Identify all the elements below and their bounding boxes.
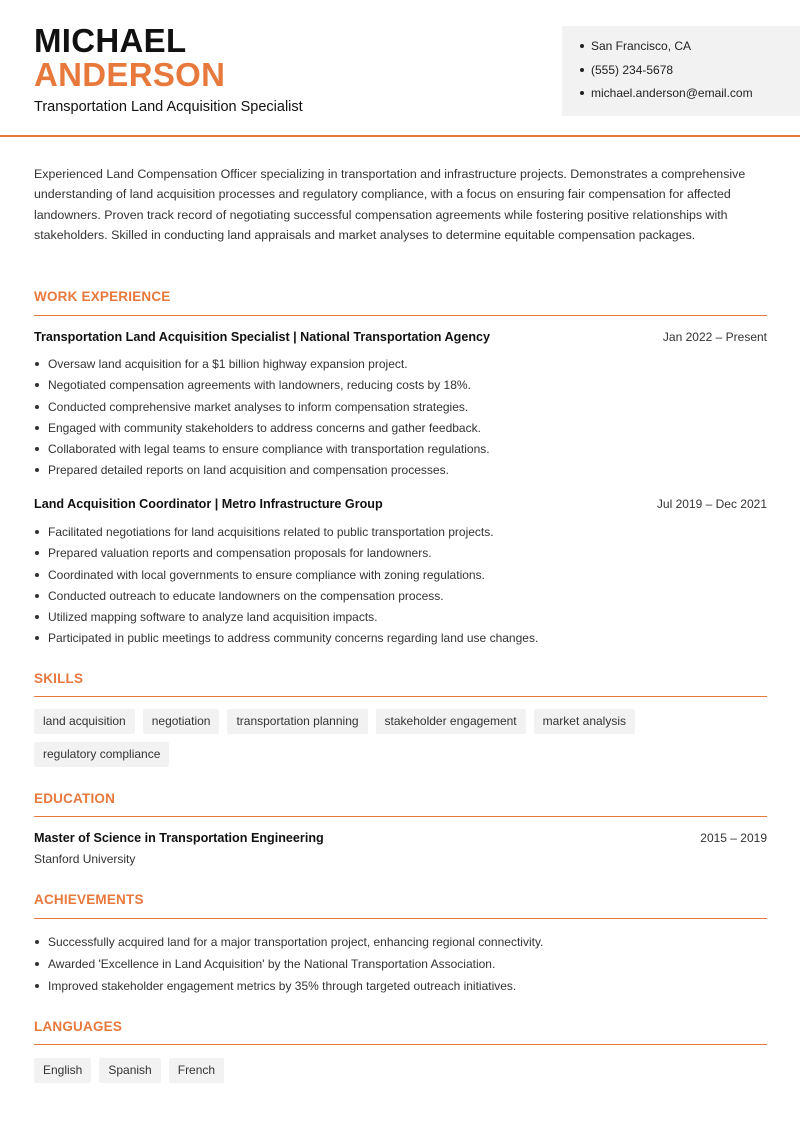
achievement-bullets	[34, 934, 543, 1000]
skill-tag: stakeholder engagement	[376, 709, 526, 734]
skill-tag: land acquisition	[34, 709, 135, 734]
job-entry-header	[34, 330, 767, 344]
section-divider	[34, 315, 767, 316]
last-name: ANDERSON	[34, 56, 226, 93]
bullet-icon	[35, 551, 39, 555]
list-item: Conducted comprehensive market analyses to inform compensation strategies.	[34, 399, 490, 420]
degree: Master of Science in Transportation Engineering	[34, 831, 324, 845]
list-item: Successfully acquired land for a major transportation project, enhancing regional connectivity.	[34, 934, 543, 956]
contact-email: michael.anderson@email.com	[580, 85, 800, 109]
skills-tags	[34, 709, 767, 767]
skill-tag: negotiation	[143, 709, 220, 734]
bullet-icon	[35, 383, 39, 387]
bullet-icon	[35, 447, 39, 451]
bullet-icon	[35, 426, 39, 430]
job-dates: Jan 2022 – Present	[662, 330, 767, 344]
list-item: Awarded 'Excellence in Land Acquisition' by the National Transportation Association.	[34, 956, 543, 978]
list-item: Improved stakeholder engagement metrics by 35% through targeted outreach initiatives.	[34, 978, 543, 1000]
education-entry-header	[34, 831, 767, 845]
job-bullets	[34, 524, 538, 652]
bullet-icon	[35, 405, 39, 409]
bullet-icon	[35, 962, 39, 966]
candidate-name	[34, 24, 225, 92]
skill-tag: market analysis	[534, 709, 635, 734]
work-experience-heading: WORK EXPERIENCE	[34, 289, 171, 304]
skill-tag: regulatory compliance	[34, 742, 169, 767]
resume-header	[0, 0, 800, 137]
bullet-icon	[35, 984, 39, 988]
section-divider	[34, 918, 767, 919]
bullet-icon	[35, 594, 39, 598]
job-entry-header	[34, 497, 767, 511]
list-item: Prepared valuation reports and compensation proposals for landowners.	[34, 545, 538, 566]
bullet-icon	[35, 468, 39, 472]
language-tag: French	[169, 1058, 224, 1083]
list-item: Collaborated with legal teams to ensure compliance with transportation regulations.	[34, 441, 490, 462]
job-role: Land Acquisition Coordinator | Metro Infrastructure Group	[34, 497, 383, 511]
job-role: Transportation Land Acquisition Specialist | National Transportation Agency	[34, 330, 491, 344]
achievements-heading: ACHIEVEMENTS	[34, 892, 144, 907]
bullet-icon	[35, 940, 39, 944]
bullet-icon	[35, 573, 39, 577]
language-tag: English	[34, 1058, 91, 1083]
skills-heading: SKILLS	[34, 671, 84, 686]
list-item: Oversaw land acquisition for a $1 billion highway expansion project.	[34, 356, 490, 377]
bullet-icon	[580, 44, 584, 48]
bullet-icon	[580, 68, 584, 72]
list-item: Coordinated with local governments to ensure compliance with zoning regulations.	[34, 567, 538, 588]
job-title: Transportation Land Acquisition Specialist	[34, 99, 303, 115]
job-dates: Jul 2019 – Dec 2021	[656, 497, 767, 511]
language-tags	[34, 1058, 767, 1083]
section-divider	[34, 816, 767, 817]
list-item: Participated in public meetings to address community concerns regarding land use changes.	[34, 630, 538, 651]
list-item: Engaged with community stakeholders to address concerns and gather feedback.	[34, 420, 490, 441]
list-item: Utilized mapping software to analyze land acquisition impacts.	[34, 609, 538, 630]
contact-phone: (555) 234-5678	[580, 62, 800, 86]
list-item: Conducted outreach to educate landowners on the compensation process.	[34, 588, 538, 609]
school-name: Stanford University	[34, 852, 136, 866]
languages-heading: LANGUAGES	[34, 1019, 123, 1034]
summary-paragraph: Experienced Land Compensation Officer specializing in transportation and infrastructure projects. Demonstrates a comprehensive understanding of land acquisition processes and regulatory compliance, with a focus on ensuring fair compensation for affected landowners. Proven track record of negotiating successful compensation agreements while fostering positive relationships with stakeholders. Skilled in conducting land appraisals and market analyses to determine equitable compensation packages.	[34, 167, 746, 242]
bullet-icon	[35, 362, 39, 366]
contact-location: San Francisco, CA	[580, 38, 800, 62]
section-divider	[34, 1044, 767, 1045]
education-dates: 2015 – 2019	[700, 831, 767, 845]
contact-box	[562, 26, 800, 116]
language-tag: Spanish	[99, 1058, 160, 1083]
education-heading: EDUCATION	[34, 791, 116, 806]
skill-tag: transportation planning	[227, 709, 367, 734]
bullet-icon	[35, 615, 39, 619]
section-divider	[34, 696, 767, 697]
list-item: Negotiated compensation agreements with landowners, reducing costs by 18%.	[34, 377, 490, 398]
bullet-icon	[35, 636, 39, 640]
bullet-icon	[580, 91, 584, 95]
first-name: MICHAEL	[34, 22, 187, 59]
list-item: Prepared detailed reports on land acquisition and compensation processes.	[34, 462, 490, 483]
bullet-icon	[35, 530, 39, 534]
list-item: Facilitated negotiations for land acquisitions related to public transportation projects.	[34, 524, 538, 545]
job-bullets	[34, 356, 490, 484]
